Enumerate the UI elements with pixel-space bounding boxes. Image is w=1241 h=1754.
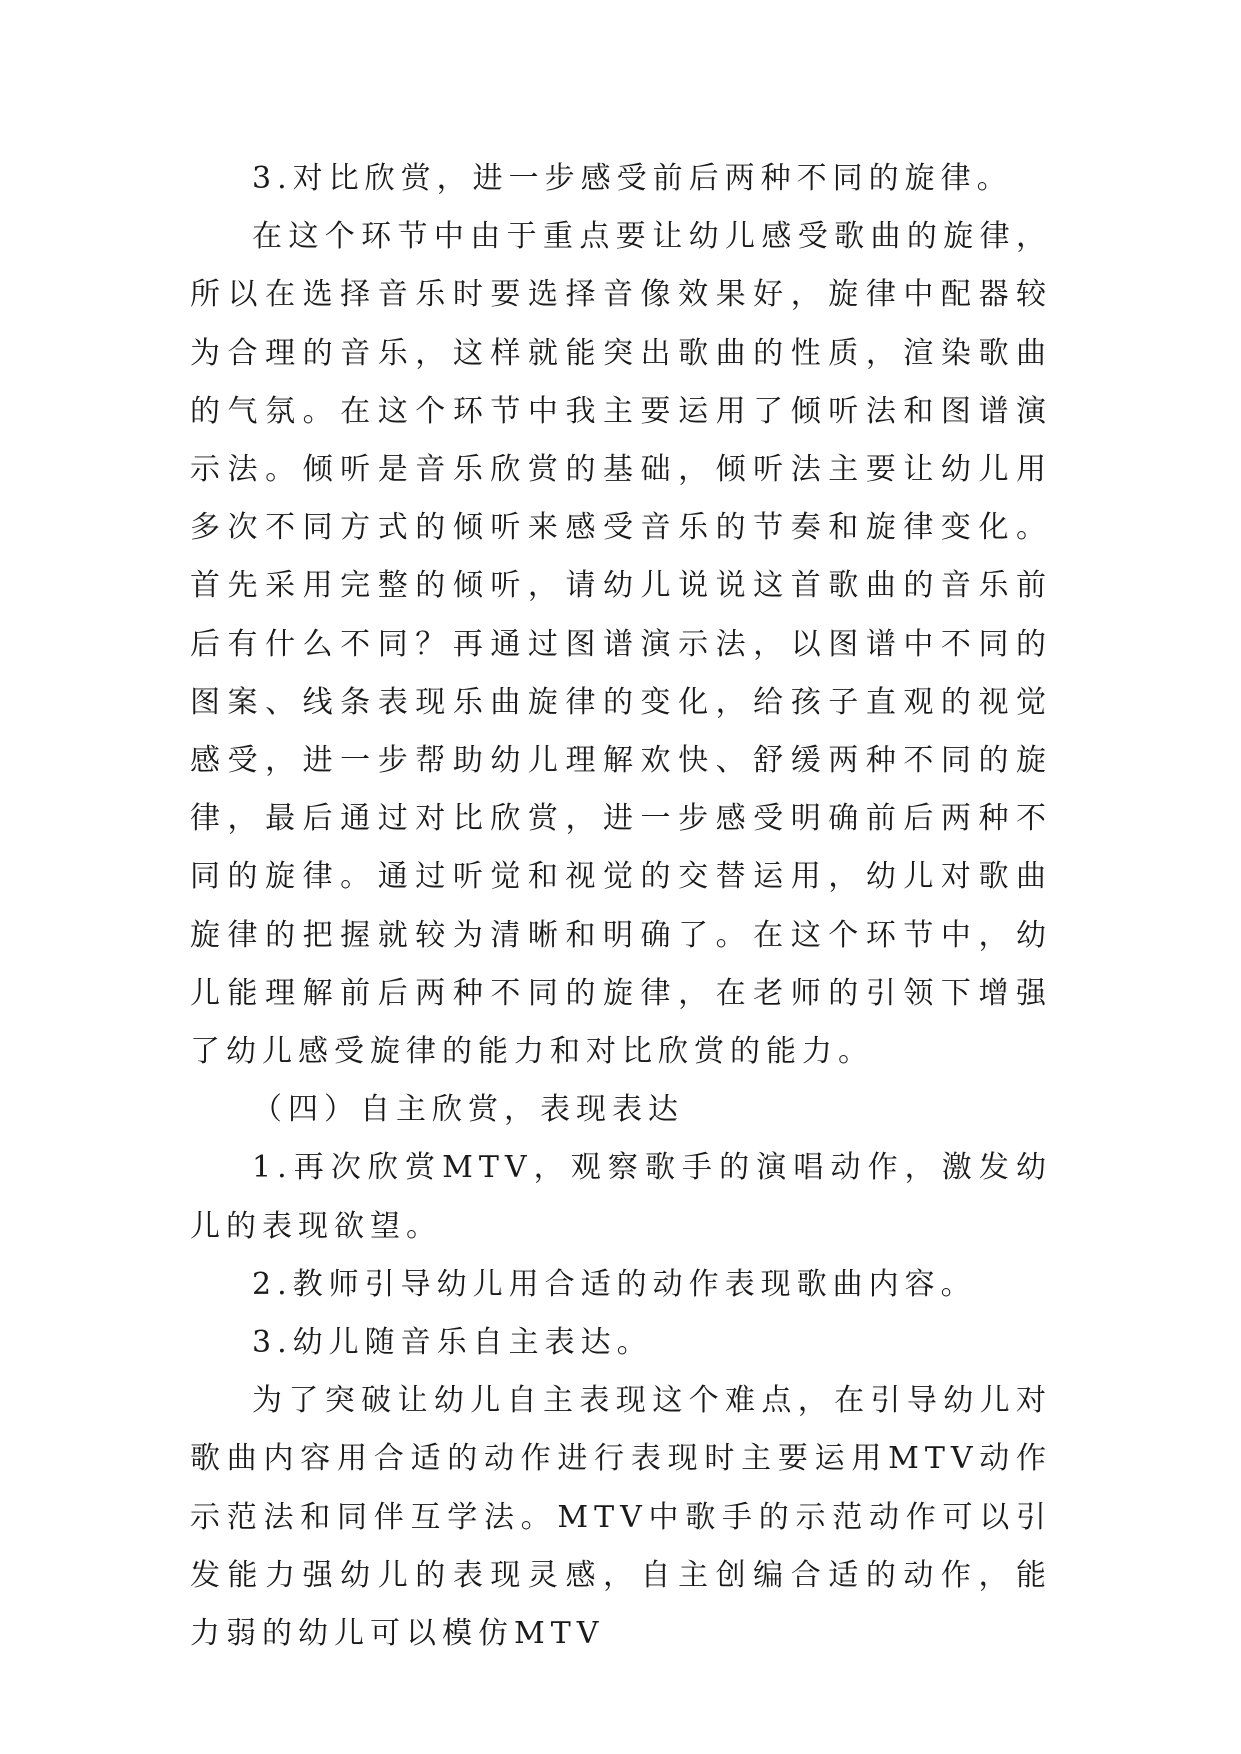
list-item-compare-appreciation: 3.对比欣赏，进一步感受前后两种不同的旋律。 [252, 161, 1013, 196]
list-item-free-expression: 3.幼儿随音乐自主表达。 [252, 1325, 653, 1361]
list-item-teacher-guidance: 2.教师引导幼儿用合适的动作表现歌曲内容。 [252, 1266, 977, 1302]
list-item-watch-mtv: 1.再次欣赏MTV，观察歌手的演唱动作，激发幼儿的表现欲望。 [190, 1150, 1052, 1244]
document-page [190, 150, 1052, 1663]
body-paragraph-melody-analysis: 在这个环节中由于重点要让幼儿感受歌曲的旋律，所以在选择音乐时要选择音像效果好，旋律中配器较为合理的音乐，这样就能突出歌曲的性质，渲染歌曲的气氛。在这个环节中我主要运用了倾听法和图谱演示法。倾听是音乐欣赏的基础，倾听法主要让幼儿用多次不同方式的倾听来感受音乐的节奏和旋律变化。首先采用完整的倾听，请幼儿说说这首歌曲的音乐前后有什么不同？再通过图谱演示法，以图谱中不同的图案、线条表现乐曲旋律的变化，给孩子直观的视觉感受，进一步帮助幼儿理解欢快、舒缓两种不同的旋律，最后通过对比欣赏，进一步感受明确前后两种不同的旋律。通过听觉和视觉的交替运用，幼儿对歌曲旋律的把握就较为清晰和明确了。在这个环节中，幼儿能理解前后两种不同的旋律，在老师的引领下增强了幼儿感受旋律的能力和对比欣赏的能力。 [190, 219, 1052, 1070]
body-paragraph-expression-methods: 为了突破让幼儿自主表现这个难点，在引导幼儿对歌曲内容用合适的动作进行表现时主要运用MTV动作示范法和同伴互学法。MTV中歌手的示范动作可以引发能力强幼儿的表现灵感，自主创编合适的动作，能力弱的幼儿可以模仿MTV [190, 1383, 1052, 1652]
section-heading-independent-appreciation: （四）自主欣赏，表现表达 [252, 1092, 684, 1128]
